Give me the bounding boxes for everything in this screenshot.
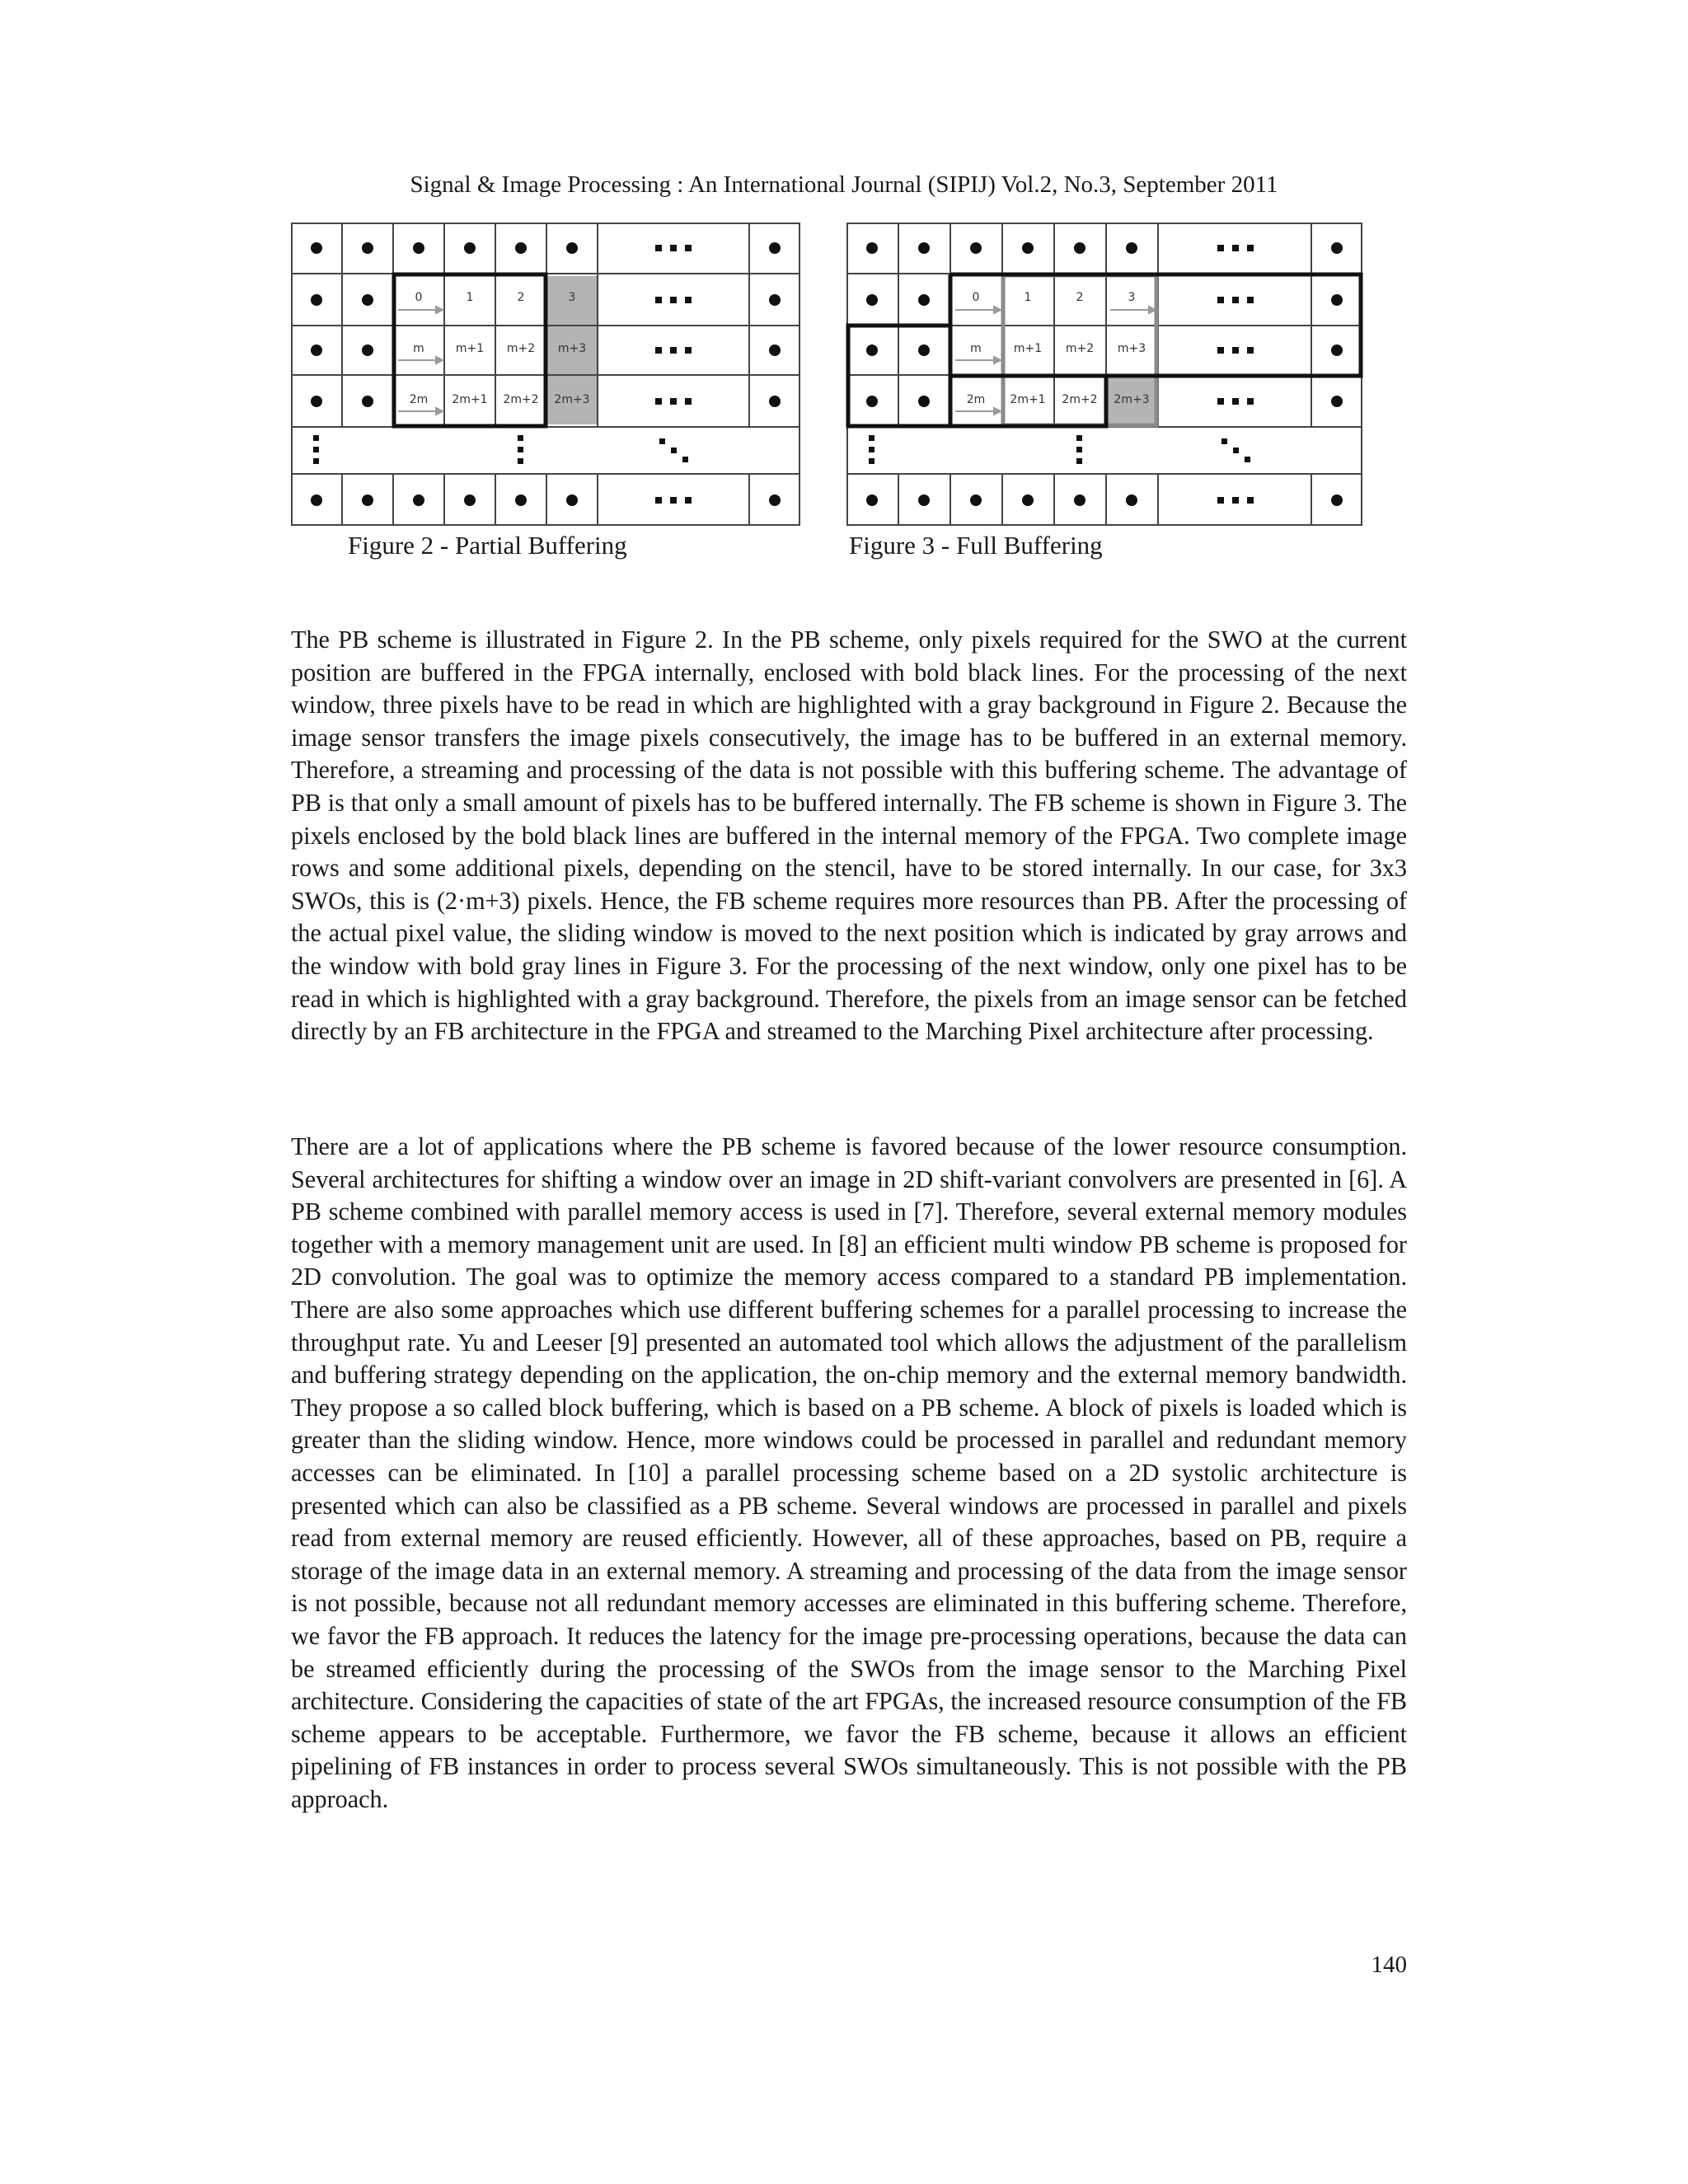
page-number: 140 [1371, 1952, 1407, 1978]
cell-label: m+1 [455, 342, 485, 355]
cell-label: m+2 [1065, 342, 1095, 355]
cell-label: 2m+3 [554, 393, 590, 406]
cell-label: 2m+1 [1010, 393, 1046, 406]
body-paragraph: There are a lot of applications where the PB scheme is favored because of the lower resource consumption. Several architectures for shifting a window over an image in 2D shift-variant convolvers are presented in [6]. A PB scheme combined with parallel memory access is used in [7]. Therefore, several external memory modules together with a memory management unit are used. In [8] an efficient multi window PB scheme is proposed for 2D convolution. The goal was to optimize the memory access compared to a standard PB implementation. There are also some approaches which use different buffering schemes for a parallel processing to increase the throughput rate. Yu and Leeser [9] presented an automated tool which allows the adjustment of the parallelism and buffering strategy depending on the application, the on-chip memory and the external memory bandwidth. They propose a so called block buffering, which is based on a PB scheme. A block of pixels is loaded which is greater than the sliding window. Hence, more windows could be processed in parallel and redundant memory accesses can be eliminated. In [10] a parallel processing scheme based on a 2D systolic architecture is presented which can also be classified as a PB scheme. Several windows are processed in parallel and pixels read from external memory are reused efficiently. However, all of these approaches, based on PB, require a storage of the image data in an external memory. A streaming and processing of the data from the image sensor is not possible, because not all redundant memory accesses are eliminated in this buffering scheme. Therefore, we favor the FB approach. It reduces the latency for the image pre-processing operations, because the data can be streamed efficiently during the processing of the SWOs from the image sensor to the Marching Pixel architecture. Considering the capacities of state of the art FPGAs, the increased resource consumption of the FB scheme appears to be acceptable. Furthermore, we favor the FB scheme, because it allows an efficient pipelining of FB instances in order to process several SWOs simultaneously. This is not possible with the PB approach. [291, 1132, 1407, 1813]
body-paragraph: The PB scheme is illustrated in Figure 2. In the PB scheme, only pixels required for the SWO at the current position are buffered in the FPGA internally, enclosed with bold black lines. For the processing of the next window, three pixels have to be read in which are highlighted with a gray background in Figure 2. Because the image sensor transfers the image pixels consecutively, the image has to be buffered in an external memory. Therefore, a streaming and processing of the data is not possible with this buffering scheme. The advantage of PB is that only a small amount of pixels has to be buffered internally. The FB scheme is shown in Figure 3. The pixels enclosed by the bold black lines are buffered in the internal memory of the FPGA. Two complete image rows and some additional pixels, depending on the stencil, have to be stored internally. In our case, for 3x3 SWOs, this is (2·m+3) pixels. Hence, the FB scheme requires more resources than PB. After the processing of the actual pixel value, the sliding window is moved to the next position which is indicated by gray arrows and the window with bold gray lines in Figure 3. For the processing of the next window, only one pixel has to be read in which is highlighted with a gray background. Therefore, the pixels from an image sensor can be fetched directly by an FB architecture in the FPGA and streamed to the Marching Pixel architecture after processing. [291, 626, 1407, 1046]
cell-label: m+3 [1117, 342, 1146, 355]
running-header: Signal & Image Processing : An International Journal (SIPIJ) Vol.2, No.3, September 2011 [410, 171, 1278, 198]
vertical-ellipsis-marks [313, 435, 688, 464]
cell-label: 1 [1024, 291, 1032, 304]
cell-label: 0 [972, 291, 980, 304]
figure-2-caption: Figure 2 - Partial Buffering [348, 531, 627, 560]
cell-label: m [413, 342, 424, 355]
cell-label: 0 [415, 291, 423, 304]
cell-label: 2 [517, 291, 525, 304]
cell-label: 2m [966, 393, 986, 406]
cell-label: m [970, 342, 982, 355]
cell-label: 2m+2 [503, 393, 539, 406]
cell-label: 3 [568, 291, 576, 304]
partial-buffering-diagram [291, 223, 800, 526]
cell-label: 3 [1128, 291, 1136, 304]
cell-label: 2m+3 [1114, 393, 1150, 406]
cell-label: m+2 [506, 342, 536, 355]
figure-3-caption: Figure 3 - Full Buffering [849, 531, 1103, 560]
full-buffering-diagram [846, 223, 1362, 526]
cell-label: m+1 [1013, 342, 1043, 355]
cell-label: 2m+2 [1062, 393, 1098, 406]
vertical-ellipsis-marks [869, 435, 1250, 464]
figure-full-buffering [846, 223, 1362, 526]
cell-label: 2 [1076, 291, 1084, 304]
cell-label: 2m+1 [452, 393, 488, 406]
cell-label: 1 [466, 291, 474, 304]
figure-partial-buffering [291, 223, 800, 526]
cell-label: m+3 [557, 342, 587, 355]
cell-label: 2m [409, 393, 429, 406]
